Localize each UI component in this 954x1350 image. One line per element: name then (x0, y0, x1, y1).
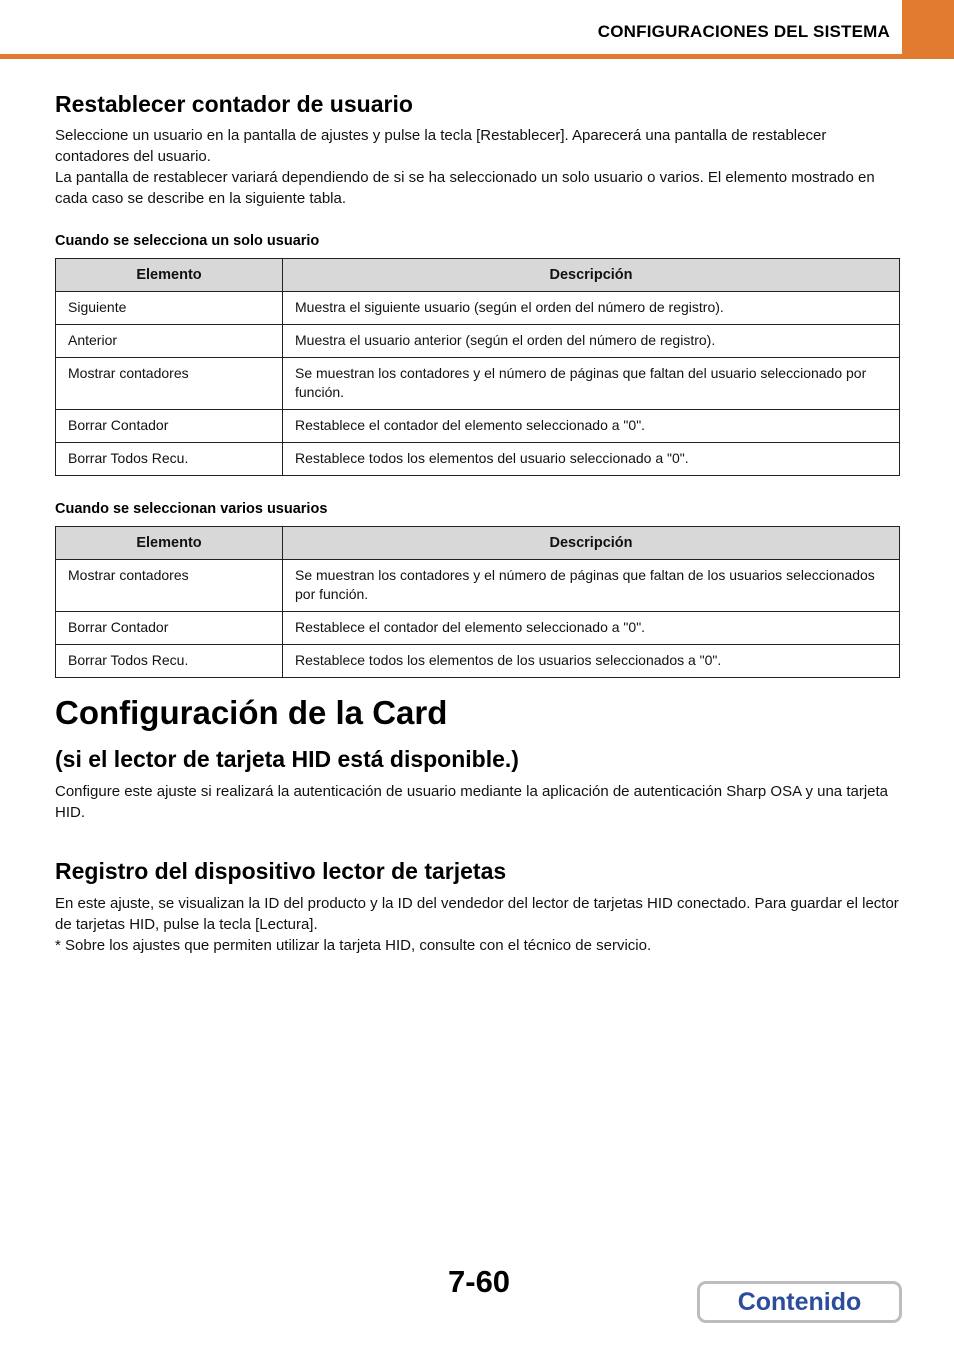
multi-user-table (55, 526, 900, 678)
cell-descripcion: Restablece el contador del elemento seleccionado a "0". (283, 612, 900, 645)
header-rule (0, 54, 954, 59)
section2-paragraph: Configure este ajuste si realizará la autenticación de usuario mediante la aplicación de autenticación Sharp OSA y una tarjeta HID. (55, 783, 889, 821)
cell-descripcion: Se muestran los contadores y el número de páginas que faltan de los usuarios seleccionados por función. (283, 560, 900, 612)
cell-elemento: Anterior (56, 325, 283, 358)
single-user-table (55, 258, 900, 476)
table-row (56, 292, 900, 325)
table-row (56, 645, 900, 678)
page-content (55, 90, 900, 956)
cell-elemento: Borrar Contador (56, 612, 283, 645)
cell-descripcion: Restablece todos los elementos del usuario seleccionado a "0". (283, 443, 900, 476)
section1-paragraph-2: La pantalla de restablecer variará dependiendo de si se ha seleccionado un solo usuario o varios. El elemento mostrado en cada caso se describe en la siguiente tabla. (55, 169, 875, 207)
cell-elemento: Mostrar contadores (56, 560, 283, 612)
cell-descripcion: Restablece el contador del elemento seleccionado a "0". (283, 410, 900, 443)
table-row (56, 612, 900, 645)
table1-caption: Cuando se selecciona un solo usuario (55, 233, 320, 249)
table-header-row (56, 259, 900, 292)
section-title-restablecer: Restablecer contador de usuario (55, 91, 413, 117)
table-row (56, 560, 900, 612)
cell-elemento: Borrar Todos Recu. (56, 645, 283, 678)
column-header-descripcion: Descripción (283, 259, 900, 292)
cell-elemento: Borrar Todos Recu. (56, 443, 283, 476)
cell-elemento: Borrar Contador (56, 410, 283, 443)
cell-descripcion: Muestra el usuario anterior (según el orden del número de registro). (283, 325, 900, 358)
column-header-elemento: Elemento (56, 259, 283, 292)
table-row (56, 410, 900, 443)
cell-elemento: Mostrar contadores (56, 358, 283, 410)
section1-paragraph-1: Seleccione un usuario en la pantalla de ajustes y pulse la tecla [Restablecer]. Aparecerá una pantalla de restablecer contadores del usuario. (55, 127, 827, 165)
header-section-title: CONFIGURACIONES DEL SISTEMA (597, 22, 890, 41)
section3-paragraph-1: En este ajuste, se visualizan la ID del producto y la ID del vendedor del lector de tarjetas HID conectado. Para guardar el lector de tarjetas HID, pulse la tecla [Lectura]. (55, 895, 899, 933)
cell-descripcion: Restablece todos los elementos de los usuarios seleccionados a "0". (283, 645, 900, 678)
section3-paragraph-2: * Sobre los ajustes que permiten utilizar la tarjeta HID, consulte con el técnico de servicio. (55, 937, 652, 954)
section-subtitle-hid: (si el lector de tarjeta HID está disponible.) (55, 746, 519, 772)
table-row (56, 325, 900, 358)
column-header-descripcion: Descripción (283, 527, 900, 560)
column-header-elemento: Elemento (56, 527, 283, 560)
cell-descripcion: Muestra el siguiente usuario (según el orden del número de registro). (283, 292, 900, 325)
contents-button[interactable]: Contenido (697, 1281, 902, 1323)
section-title-card: Configuración de la Card (55, 694, 448, 731)
cell-elemento: Siguiente (56, 292, 283, 325)
cell-descripcion: Se muestran los contadores y el número de páginas que faltan del usuario seleccionado por función. (283, 358, 900, 410)
table-row (56, 443, 900, 476)
table-row (56, 358, 900, 410)
table-header-row (56, 527, 900, 560)
table2-caption: Cuando se seleccionan varios usuarios (55, 501, 328, 517)
section-title-registro: Registro del dispositivo lector de tarjetas (55, 858, 507, 884)
header-accent-tab (902, 0, 954, 54)
page-number: 7-60 (448, 1264, 511, 1299)
